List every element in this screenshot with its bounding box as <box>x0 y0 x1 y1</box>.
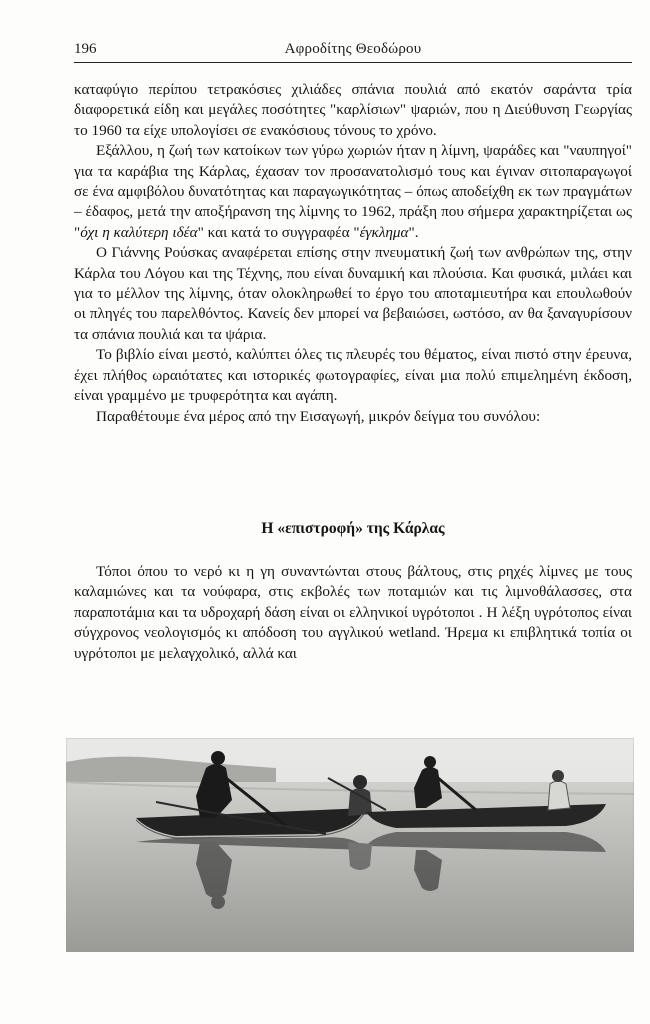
paragraph <box>74 141 632 243</box>
emphasis: έγκλημα <box>359 223 409 241</box>
section-text <box>74 562 632 664</box>
paragraph-text: " και κατά το συγγραφέα " <box>197 223 360 241</box>
paragraph: Ο Γιάννης Ρούσκας αναφέρεται επίσης στην πνευματική ζωή των ανθρώπων της, στην Κάρλα του Λόγου και της Τέχνης, που είναι δυναμική και πλούσια. Και φυσικά, μιλάει και για το μέλλον της λίμνης, όταν ολοκληρωθεί το έργο του αποταμιευτήρα και επουλωθούν οι πληγές του παρελθόντος. Κανείς δεν μπορεί να βεβαιώσει, ωστόσο, αν θα ξαναγυρίσουν τα σπάνια πουλιά και τα ψάρια. <box>74 244 632 343</box>
paragraph-text: Εξάλλου, η ζωή των κατοίκων των γύρω χωριών ήταν η λίμνη, ψαράδες και "ναυπηγοί" για τα καράβια της Κάρλας, έχασαν τον προσανατολισμό τους και έγιναν σιτοπαραγωγοί σε ένα αμφιβόλου δυνατότητας και παραγωγικότητας – όπως αποδείχθη εκ των πραγμάτων – έδαφος, μετά την αποξήρανση της λίμνης το 1962, πράξη που σήμερα χαρακτηρίζεται ως " <box>74 142 632 241</box>
page-header <box>74 38 632 62</box>
paragraph: καταφύγιο περίπου τετρακόσιες χιλιάδες σπάνια πουλιά από εκατόν σαράντα τρία διαφορετικά είδη και μεγάλες ποσότητες "καρλίσιων" ψαριών, που η Διεύθυνση Γεωργίας το 1960 τα είχε υπολογίσει σε ενακόσιους τόνους το χρόνο. <box>74 81 632 139</box>
lake-photograph <box>66 738 634 952</box>
paragraph: Παραθέτουμε ένα μέρος από την Εισαγωγή, μικρόν δείγμα του συνόλου: <box>96 407 541 425</box>
fishermen-boats-illustration <box>66 738 634 952</box>
page-number: 196 <box>74 41 97 57</box>
header-rule <box>74 62 632 63</box>
body-text <box>74 80 632 427</box>
paragraph-text: ". <box>408 223 419 241</box>
paragraph: Τόποι όπου το νερό κι η γη συναντώνται στους βάλτους, στις ρηχές λίμνες με τους καλαμιώνες και τα νούφαρα, στις εκβολές των ποταμιών και τις λιμνοθάλασσες, στα παραποτάμια και τα υδροχαρή δάση είναι οι ελληνικοί υγρότοποι . Η λέξη υγρότοπος είναι σύγχρονος νεολογισμός κι απόδοση του αγγλικού wetland. Ήρεμα κι επιβλητικά τοπία οι υγρότοποι με μελαγχολικό, αλλά και <box>74 563 632 662</box>
section-heading: Η «επιστροφή» της Κάρλας <box>261 520 445 537</box>
running-title: Αφροδίτης Θεοδώρου <box>284 41 422 57</box>
paragraph: Το βιβλίο είναι μεστό, καλύπτει όλες τις πλευρές του θέματος, είναι πιστό στην έρευνα, έχει πλήθος ωραιότατες και ιστορικές φωτογραφίες, είναι μια πολύ επιμελημένη έκδοση, είναι γραμμένο με τρυφερότητα και αγάπη. <box>74 346 632 405</box>
emphasis: όχι η καλύτερη ιδέα <box>80 223 198 241</box>
